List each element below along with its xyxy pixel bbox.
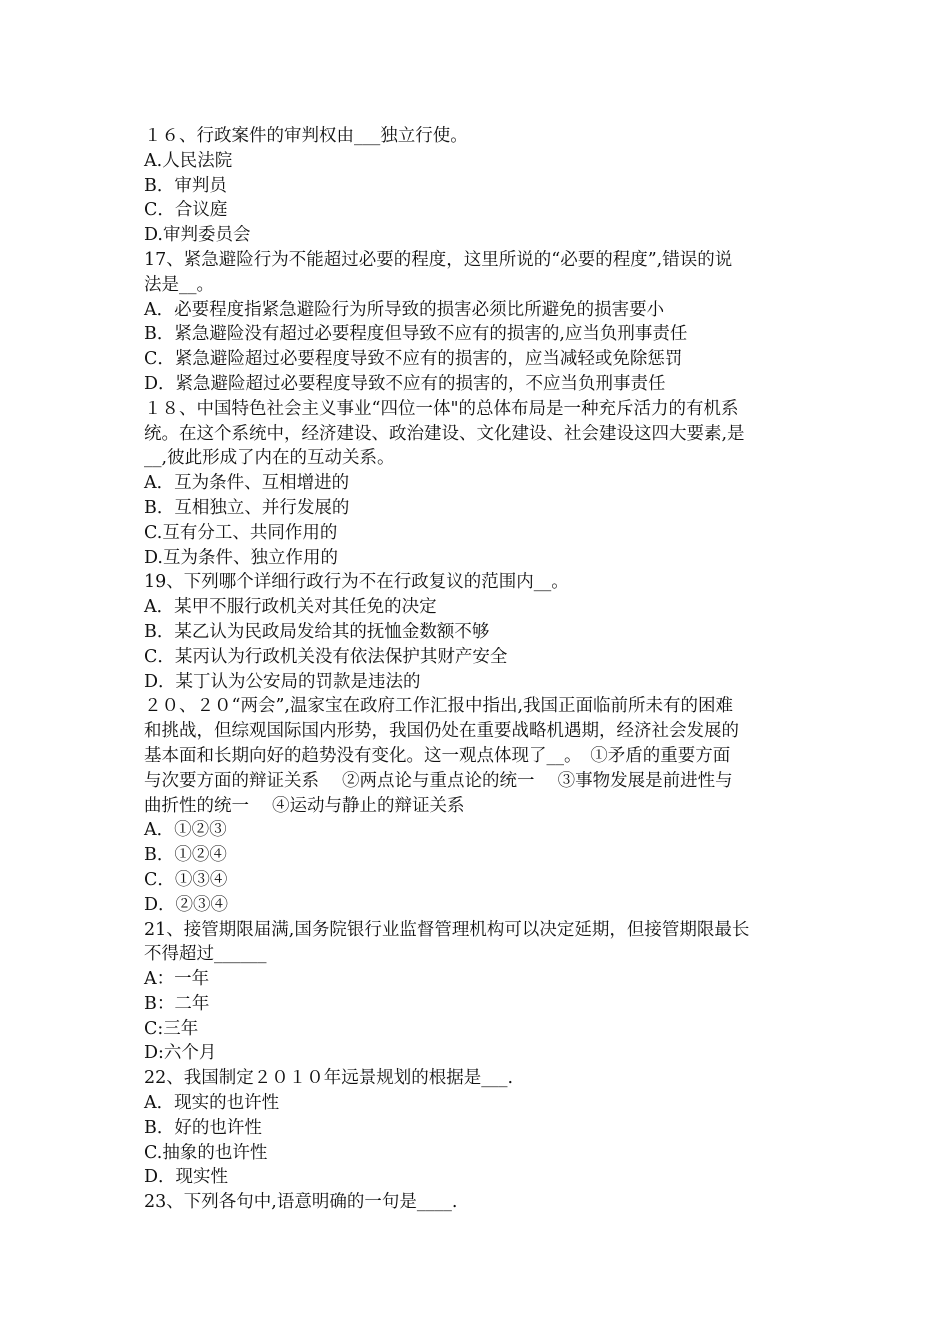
question-16-option-d: D.审判委员会 [144, 225, 251, 246]
question-22-option-b: B．好的也许性 [144, 1117, 262, 1138]
question-16-option-b: B．审判员 [144, 175, 227, 196]
question-20-option-a: A．①②③ [144, 820, 227, 841]
question-17-option-c: C．紧急避险超过必要程度导致不应有的损害的，应当减轻或免除惩罚 [144, 349, 683, 370]
question-19-option-a: A．某甲不服行政机关对其任免的决定 [144, 597, 437, 618]
question-20-option-c: C．①③④ [144, 869, 228, 890]
question-17-option-a: A．必要程度指紧急避险行为所导致的损害必须比所避免的损害要小 [144, 299, 665, 320]
question-19-stem: 19、下列哪个详细行政行为不在行政复议的范围内__。 [144, 572, 569, 593]
question-17-stem-line-1: 17、紧急避险行为不能超过必要的程度，这里所说的“必要的程度”,错误的说 [144, 249, 733, 270]
question-19-option-b: B．某乙认为民政局发给其的抚恤金数额不够 [144, 621, 490, 642]
question-20-stem-line-1: ２０、２０“两会”,温家宝在政府工作汇报中指出,我国正面临前所未有的困难 [144, 696, 734, 717]
question-20-option-d: D．②③④ [144, 894, 229, 915]
question-22-option-c: C.抽象的也许性 [144, 1142, 268, 1163]
question-18-option-b: B．互相独立、并行发展的 [144, 497, 350, 518]
question-19-option-d: D．某丁认为公安局的罚款是违法的 [144, 671, 421, 692]
question-21-option-d: D:六个月 [144, 1043, 217, 1064]
question-18-stem-line-3: __,彼此形成了内在的互动关系。 [144, 448, 395, 469]
question-17-option-d: D．紧急避险超过必要程度导致不应有的损害的，不应当负刑事责任 [144, 373, 666, 394]
question-20-stem-line-5: 曲折性的统一 ④运动与静止的辩证关系 [144, 795, 465, 816]
question-23-stem: 23、下列各句中,语意明确的一句是____. [144, 1192, 458, 1213]
question-21-stem-line-1: 21、接管期限届满,国务院银行业监督管理机构可以决定延期，但接管期限最长 [144, 919, 750, 940]
question-18-option-d: D.互为条件、独立作用的 [144, 547, 338, 568]
question-18-stem-line-2: 统。在这个系统中，经济建设、政治建设、文化建设、社会建设这四大要素,是 [144, 423, 745, 444]
question-21-option-c: C:三年 [144, 1018, 199, 1039]
question-16-stem: １６、行政案件的审判权由___独立行使。 [144, 126, 468, 146]
question-21-option-b: B：二年 [144, 993, 210, 1014]
question-17-option-b: B．紧急避险没有超过必要程度但导致不应有的损害的,应当负刑事责任 [144, 324, 688, 345]
question-20-stem-line-2: 和挑战，但综观国际国内形势，我国仍处在重要战略机遇期，经济社会发展的 [144, 721, 739, 742]
question-16-option-c: C．合议庭 [144, 200, 228, 221]
question-17-stem-line-2: 法是__。 [144, 274, 214, 295]
question-19-option-c: C．某丙认为行政机关没有依法保护其财产安全 [144, 646, 508, 667]
question-16-option-a: A.人民法院 [144, 150, 233, 171]
question-22-option-d: D．现实性 [144, 1167, 229, 1188]
question-20-stem-line-4: 与次要方面的辩证关系 ②两点论与重点论的统一 ③事物发展是前进性与 [144, 770, 733, 791]
question-22-option-a: A．现实的也许性 [144, 1093, 280, 1114]
question-18-stem-line-1: １８、中国特色社会主义事业“四位一体"的总体布局是一种充斥活力的有机系 [144, 398, 739, 419]
question-21-stem-line-2: 不得超过______ [144, 944, 267, 965]
question-18-option-c: C.互有分工、共同作用的 [144, 522, 338, 543]
question-20-stem-line-3: 基本面和长期向好的趋势没有变化。这一观点体现了__。 ①矛盾的重要方面 [144, 745, 731, 766]
question-18-option-a: A．互为条件、互相增进的 [144, 473, 350, 494]
question-20-option-b: B．①②④ [144, 845, 227, 866]
document-body [144, 124, 809, 1215]
question-22-stem: 22、我国制定２０１０年远景规划的根据是___. [144, 1068, 514, 1089]
question-21-option-a: A：一年 [144, 969, 210, 990]
